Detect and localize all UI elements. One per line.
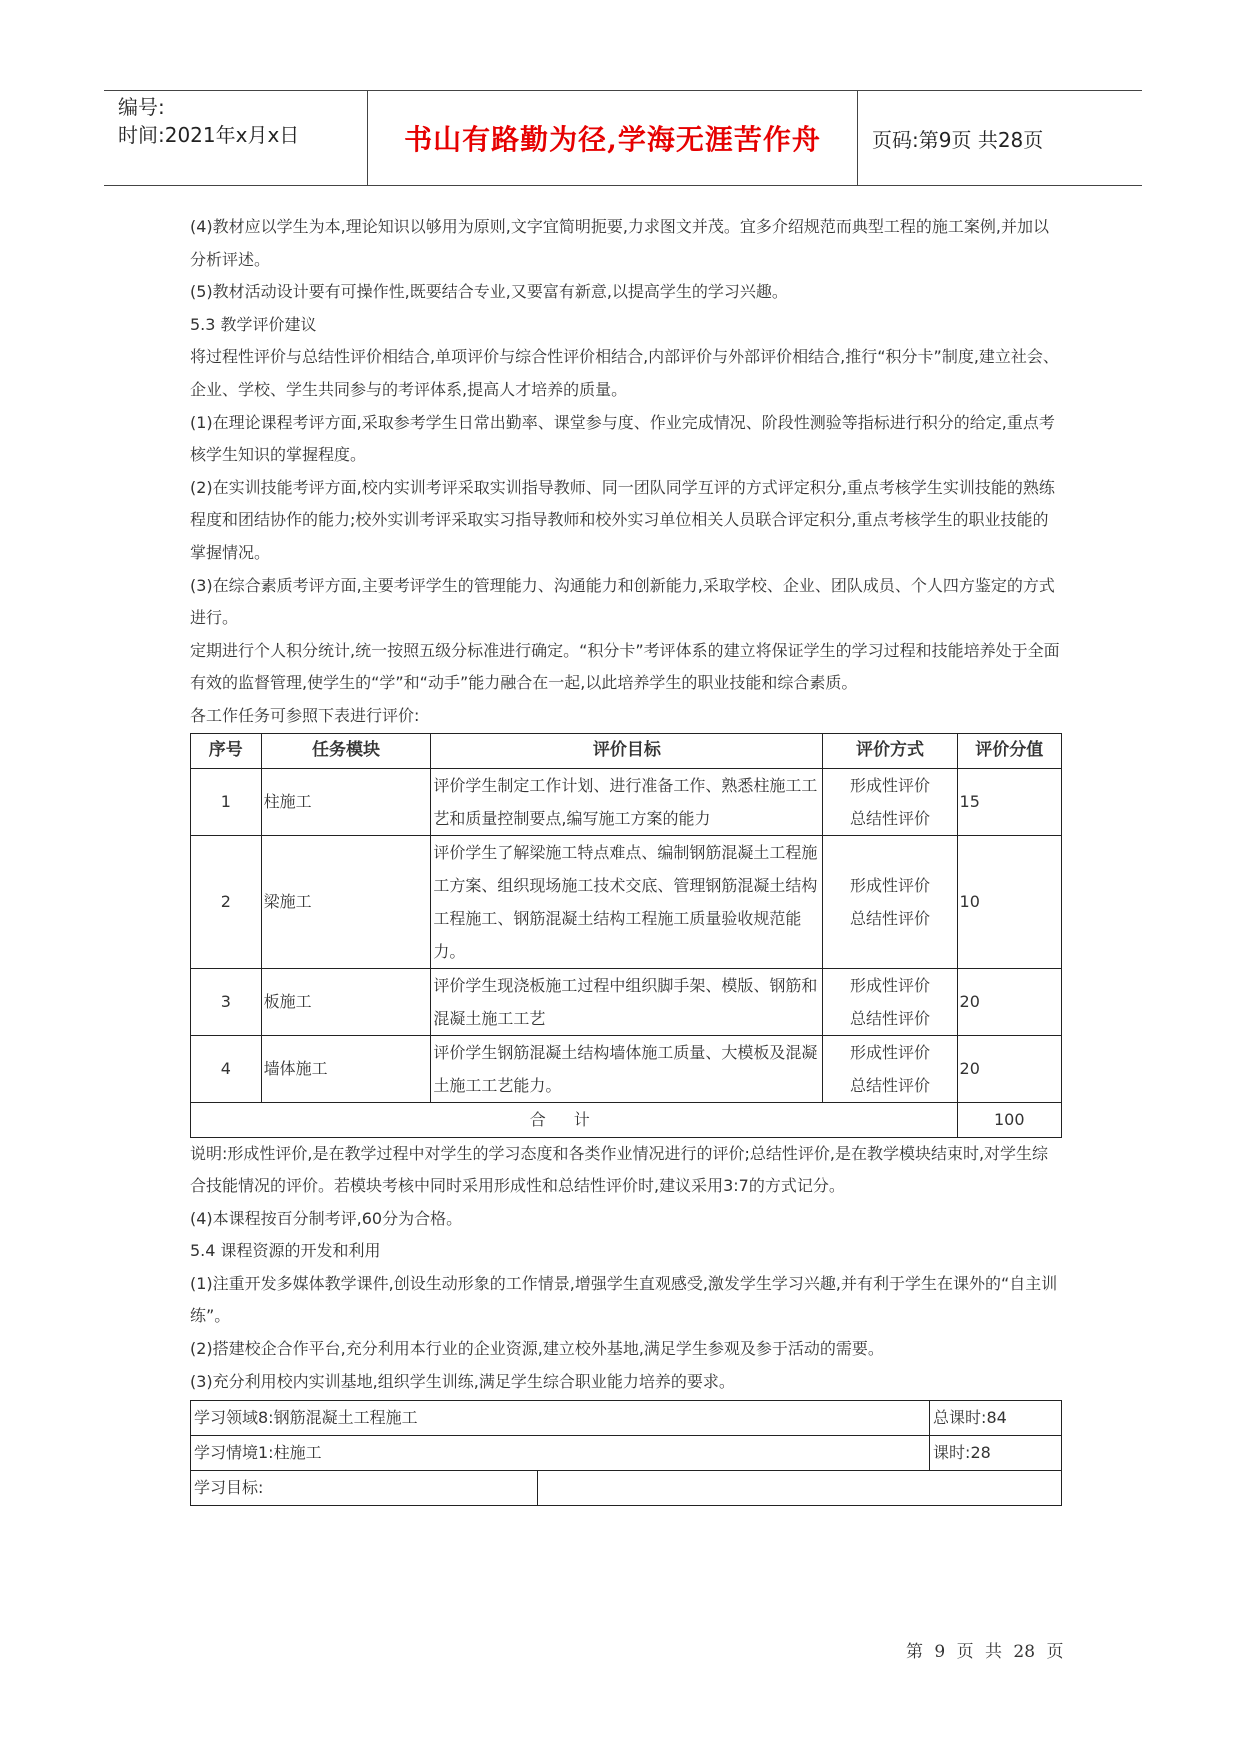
learning-situation: 学习情境1:柱施工 (191, 1436, 930, 1471)
header-meta (104, 91, 368, 185)
section-heading: 5.4 课程资源的开发和利用 (190, 1241, 381, 1261)
cell-mode (823, 1035, 957, 1102)
objective-label: 学习目标: (191, 1471, 538, 1506)
paragraph: (5)教材活动设计要有可操作性,既要结合专业,又要富有新意,以提高学生的学习兴趣。 (190, 282, 788, 302)
code-label: 编号: (118, 95, 165, 119)
cell-num: 4 (191, 1035, 262, 1102)
document-body (190, 211, 1060, 1506)
cell-score: 15 (957, 768, 1061, 835)
cell-num: 3 (191, 968, 262, 1035)
paragraph: 各工作任务可参照下表进行评价: (190, 705, 420, 725)
cell-mode (823, 835, 957, 968)
page-footer: 第 9 页 共 28 页 (906, 1642, 1064, 1662)
paragraph: (4)本课程按百分制考评,60分为合格。 (190, 1208, 463, 1228)
paragraph: (2)搭建校企合作平台,充分利用本行业的企业资源,建立校外基地,满足学生参观及参于活动的需要。 (190, 1339, 884, 1359)
table-row (191, 1401, 1062, 1436)
time-label: 时间:2021年x月x日 (118, 123, 300, 147)
cell-score: 10 (957, 835, 1061, 968)
mode-summative: 总结性评价 (849, 1075, 930, 1095)
paragraph: (1)注重开发多媒体教学课件,创设生动形象的工作情景,增强学生直观感受,激发学生学习兴趣,并有利于学生在课外的“自主训练”。 (190, 1273, 1058, 1326)
situation-hours: 课时:28 (930, 1436, 1062, 1471)
col-header-score: 评价分值 (957, 733, 1061, 768)
paragraph: (2)在实训技能考评方面,校内实训考评采取实训指导教师、同一团队同学互评的方式评定积分,重点考核学生实训技能的熟练程度和团结协作的能力;校外实训考评采取实习指导教师和校外实习单位相关人员联合评定积分,重点考核学生的职业技能的掌握情况。 (190, 477, 1055, 562)
paragraph: (3)在综合素质考评方面,主要考评学生的管理能力、沟通能力和创新能力,采取学校、企业、团队成员、个人四方鉴定的方式进行。 (190, 575, 1055, 628)
evaluation-table (190, 733, 1062, 1138)
total-label: 合计 (529, 1110, 618, 1129)
total-hours: 总课时:84 (930, 1401, 1062, 1436)
table-row (191, 835, 1062, 968)
cell-score: 20 (957, 1035, 1061, 1102)
table-row (191, 1035, 1062, 1102)
paragraph: 将过程性评价与总结性评价相结合,单项评价与综合性评价相结合,内部评价与外部评价相结合,推行“积分卡”制度,建立社会、企业、学校、学生共同参与的考评体系,提高人才培养的质量。 (190, 347, 1059, 399)
cell-module: 梁施工 (261, 835, 431, 968)
table-total-row (191, 1102, 1062, 1137)
cell-score: 20 (957, 968, 1061, 1035)
paragraph: 说明:形成性评价,是在教学过程中对学生的学习态度和各类作业情况进行的评价;总结性评价,是在教学模块结束时,对学生综合技能情况的评价。若模块考核中同时采用形成性和总结性评价时,建议采用3:7的方式记分。 (190, 1143, 1049, 1196)
col-header-module: 任务模块 (261, 733, 431, 768)
paragraph: (1)在理论课程考评方面,采取参考学生日常出勤率、课堂参与度、作业完成情况、阶段性测验等指标进行积分的给定,重点考核学生知识的掌握程度。 (190, 412, 1055, 465)
mode-summative: 总结性评价 (849, 908, 930, 928)
mode-formative: 形成性评价 (849, 975, 930, 995)
cell-goal: 评价学生现浇板施工过程中组织脚手架、模版、钢筋和混凝土施工工艺 (431, 968, 823, 1035)
total-value: 100 (957, 1102, 1061, 1137)
cell-num: 2 (191, 835, 262, 968)
cell-module: 板施工 (261, 968, 431, 1035)
learning-domain: 学习领域8:钢筋混凝土工程施工 (191, 1401, 930, 1436)
cell-goal: 评价学生了解梁施工特点难点、编制钢筋混凝土工程施工方案、组织现场施工技术交底、管理钢筋混凝土结构工程施工、钢筋混凝土结构工程施工质量验收规范能力。 (431, 835, 823, 968)
mode-summative: 总结性评价 (849, 808, 930, 828)
mode-formative: 形成性评价 (849, 1042, 930, 1062)
cell-module: 墙体施工 (261, 1035, 431, 1102)
paragraph: (3)充分利用校内实训基地,组织学生训练,满足学生综合职业能力培养的要求。 (190, 1371, 735, 1391)
cell-goal: 评价学生制定工作计划、进行准备工作、熟悉柱施工工艺和质量控制要点,编写施工方案的能力 (431, 768, 823, 835)
col-header-num: 序号 (191, 733, 262, 768)
cell-goal: 评价学生钢筋混凝土结构墙体施工质量、大模板及混凝土施工工艺能力。 (431, 1035, 823, 1102)
cell-mode (823, 768, 957, 835)
page-header (104, 90, 1142, 186)
header-motto: 书山有路勤为径,学海无涯苦作舟 (368, 91, 858, 185)
table-row (191, 1436, 1062, 1471)
mode-formative: 形成性评价 (849, 775, 930, 795)
cell-mode (823, 968, 957, 1035)
cell-num: 1 (191, 768, 262, 835)
total-label-cell (191, 1102, 958, 1137)
table-header-row (191, 733, 1062, 768)
table-row (191, 1471, 1062, 1506)
table-row (191, 968, 1062, 1035)
learning-info-table (190, 1400, 1062, 1506)
section-heading: 5.3 教学评价建议 (190, 314, 317, 334)
mode-formative: 形成性评价 (849, 875, 930, 895)
cell-module: 柱施工 (261, 768, 431, 835)
mode-summative: 总结性评价 (849, 1008, 930, 1028)
paragraph: 定期进行个人积分统计,统一按照五级分标准进行确定。“积分卡”考评体系的建立将保证学生的学习过程和技能培养处于全面有效的监督管理,使学生的“学”和“动手”能力融合在一起,以此培养学生的职业技能和综合素质。 (190, 640, 1060, 693)
table-row (191, 768, 1062, 835)
col-header-goal: 评价目标 (431, 733, 823, 768)
header-page-info: 页码:第9页 共28页 (872, 127, 1044, 152)
objective-value (538, 1471, 1062, 1506)
paragraph: (4)教材应以学生为本,理论知识以够用为原则,文字宜简明扼要,力求图文并茂。宜多介绍规范而典型工程的施工案例,并加以分析评述。 (190, 217, 1050, 269)
col-header-mode: 评价方式 (823, 733, 957, 768)
